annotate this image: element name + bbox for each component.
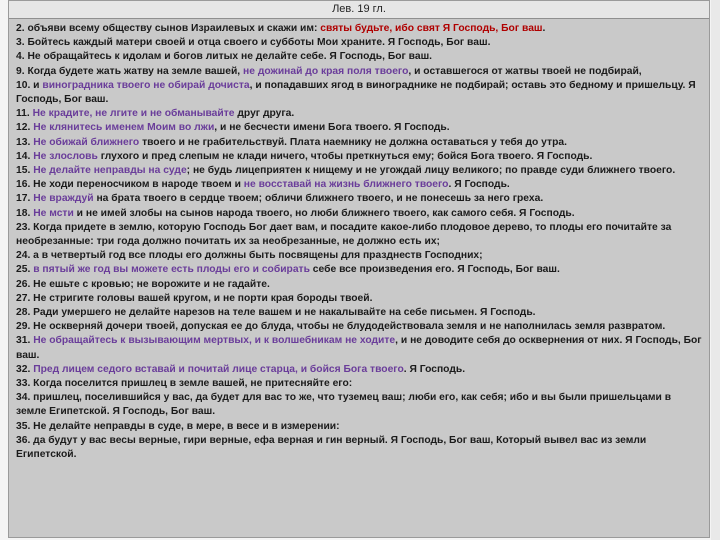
verse-text: друг друга.: [234, 108, 295, 120]
verse: [16, 178, 703, 192]
verse-list: [9, 19, 709, 462]
verse-text: 11.: [16, 108, 33, 120]
verse-text: 4. Не обращайтесь к идолам и богов литых не делайте себе. Я Господь, Бог ваш.: [16, 51, 433, 63]
verse-text: 9. Когда будете жать жатву на земле вашей,: [16, 65, 244, 77]
verse: [16, 278, 703, 292]
verse-text: ; не будь лицеприятен к нищему и не угождай лицу великого; по правде суди ближнего твоего.: [186, 165, 676, 177]
verse-text: . Я Господь.: [448, 179, 510, 191]
verse: [16, 249, 703, 263]
verse-text: 10. и: [16, 79, 43, 91]
highlighted-phrase: святы будьте, ибо свят Я Господь, Бог ваш: [320, 23, 543, 34]
verse-text: 33. Когда поселится пришлец в земле вашей, не притесняйте его:: [16, 378, 353, 390]
verse: [16, 306, 703, 320]
verse: [16, 207, 703, 221]
verse-panel: [8, 0, 710, 538]
verse: [16, 334, 703, 362]
verse-text: 24. а в четвертый год все плоды его должны быть посвящены для празднеств Господних;: [16, 250, 483, 262]
verse-text: 16. Не ходи переносчиком в народе твоем и: [16, 179, 244, 191]
verse-text: 2. объяви всему обществу сынов Израилевых и скажи им:: [16, 23, 321, 34]
verse-text: 26. Не ешьте с кровью; не ворожите и не гадайте.: [16, 278, 270, 290]
verse-text: твоего и не грабительствуй. Плата наемнику не должна оставаться у тебя до утра.: [139, 136, 567, 148]
highlighted-phrase: Не крадите, не лгите и не обманывайте: [32, 108, 235, 120]
chapter-title: Лев. 19 гл.: [9, 1, 709, 19]
highlighted-phrase: Не враждуй: [33, 193, 94, 205]
verse: [16, 107, 703, 121]
right-margin: [711, 0, 720, 540]
highlighted-phrase: не восставай на жизнь ближнего твоего: [243, 179, 449, 191]
verse: [16, 164, 703, 178]
highlighted-phrase: Пред лицем седого вставай и почитай лице старца, и бойся Бога твоего: [33, 363, 404, 375]
verse-text: .: [542, 23, 546, 34]
verse: [16, 263, 703, 277]
verse: [16, 79, 703, 107]
verse-text: 18.: [16, 207, 34, 219]
verse-text: 14.: [16, 150, 34, 162]
verse: [16, 150, 703, 164]
verse-text: 3. Бойтесь каждый матери своей и отца своего и субботы Мои храните. Я Господь, Бог ваш.: [16, 37, 491, 49]
verse-text: 32.: [16, 363, 34, 375]
verse: [16, 292, 703, 306]
verse: [16, 65, 703, 79]
verse-text: , и оставшегося от жатвы твоей не подбирай,: [408, 65, 642, 77]
highlighted-phrase: в пятый же год вы можете есть плоды его и собирать: [33, 264, 310, 276]
verse-text: , и не доводите себя до осквернения от них. Я Господь, Бог ваш.: [16, 335, 702, 361]
verse-text: глухого и пред слепым не клади ничего, чтобы преткнуться ему; бойся Бога твоего. Я Господь.: [97, 150, 593, 162]
verse: [16, 136, 703, 150]
highlighted-phrase: Не делайте неправды на суде: [33, 165, 187, 177]
verse-text: 17.: [16, 193, 34, 205]
verse-text: . Я Господь.: [403, 363, 466, 375]
verse-text: 35. Не делайте неправды в суде, в мере, в весе и в измерении:: [16, 420, 340, 432]
verse: [16, 320, 703, 334]
verse-text: 34. пришлец, поселившийся у вас, да будет для вас то же, что туземец ваш; люби его, как себя; ибо и вы были пришельцами в земле Египетской. Я Господь, Бог ваш.: [16, 392, 672, 418]
verse-text: , и не бесчести имени Бога твоего. Я Господь.: [214, 122, 450, 134]
verse-text: 12.: [16, 122, 34, 134]
highlighted-phrase: Не обращайтесь к вызывающим мертвых, и к волшебникам не ходите: [33, 335, 396, 347]
verse-text: и не имей злобы на сынов народа твоего, но люби ближнего твоего, как самого себя. Я Господь.: [73, 207, 575, 219]
highlighted-phrase: Не мсти: [33, 207, 74, 219]
highlighted-phrase: не дожинай до края поля твоего: [243, 65, 409, 77]
verse-text: 28. Ради умершего не делайте нарезов на теле вашем и не накалывайте на себе письмен. Я Господь.: [16, 307, 536, 319]
verse: [16, 434, 703, 462]
verse: [16, 363, 703, 377]
verse: [16, 36, 703, 50]
highlighted-phrase: Не злословь: [33, 150, 98, 162]
highlighted-phrase: Не обижай ближнего: [33, 136, 140, 148]
verse: [16, 377, 703, 391]
verse: [16, 192, 703, 206]
verse: [16, 50, 703, 64]
verse-text: себе все произведения его. Я Господь, Бог ваш.: [309, 264, 560, 276]
verse-text: 23. Когда придете в землю, которую Господь Бог дает вам, и посадите какое-либо плодовое дерево, то плоды его почитайте за необрезанные: три года должно почитать их за необрезанные, не должно есть их;: [16, 221, 672, 248]
verse: [16, 391, 703, 419]
verse-text: 25.: [16, 264, 34, 276]
verse-text: , и попадавших ягод в винограднике не подбирай; оставь это бедному и пришельцу. Я Господь, Бог ваш.: [16, 79, 696, 106]
highlighted-phrase: Не клянитесь именем Моим во лжи: [33, 122, 215, 134]
verse-text: 15.: [16, 165, 34, 177]
verse: [16, 221, 703, 249]
highlighted-phrase: виноградника твоего не обирай дочиста: [42, 79, 250, 91]
verse-text: 36. да будут у вас весы верные, гири верные, ефа верная и гин верный. Я Господь, Бог ваш, Который вывел вас из земли Египетской.: [16, 434, 647, 461]
verse: [16, 420, 703, 434]
verse-text: на брата твоего в сердце твоем; обличи ближнего твоего, и не понесешь за него греха.: [93, 193, 544, 205]
verse-text: 29. Не оскверняй дочери твоей, допуская ее до блуда, чтобы не блудодействовала земля и не наполнилась земля развратом.: [16, 321, 666, 333]
verse-text: 31.: [16, 335, 34, 347]
verse: [16, 22, 703, 36]
verse-text: 27. Не стригите головы вашей кругом, и не порти края бороды твоей.: [16, 292, 373, 304]
verse: [16, 121, 703, 135]
verse-text: 13.: [16, 136, 34, 148]
